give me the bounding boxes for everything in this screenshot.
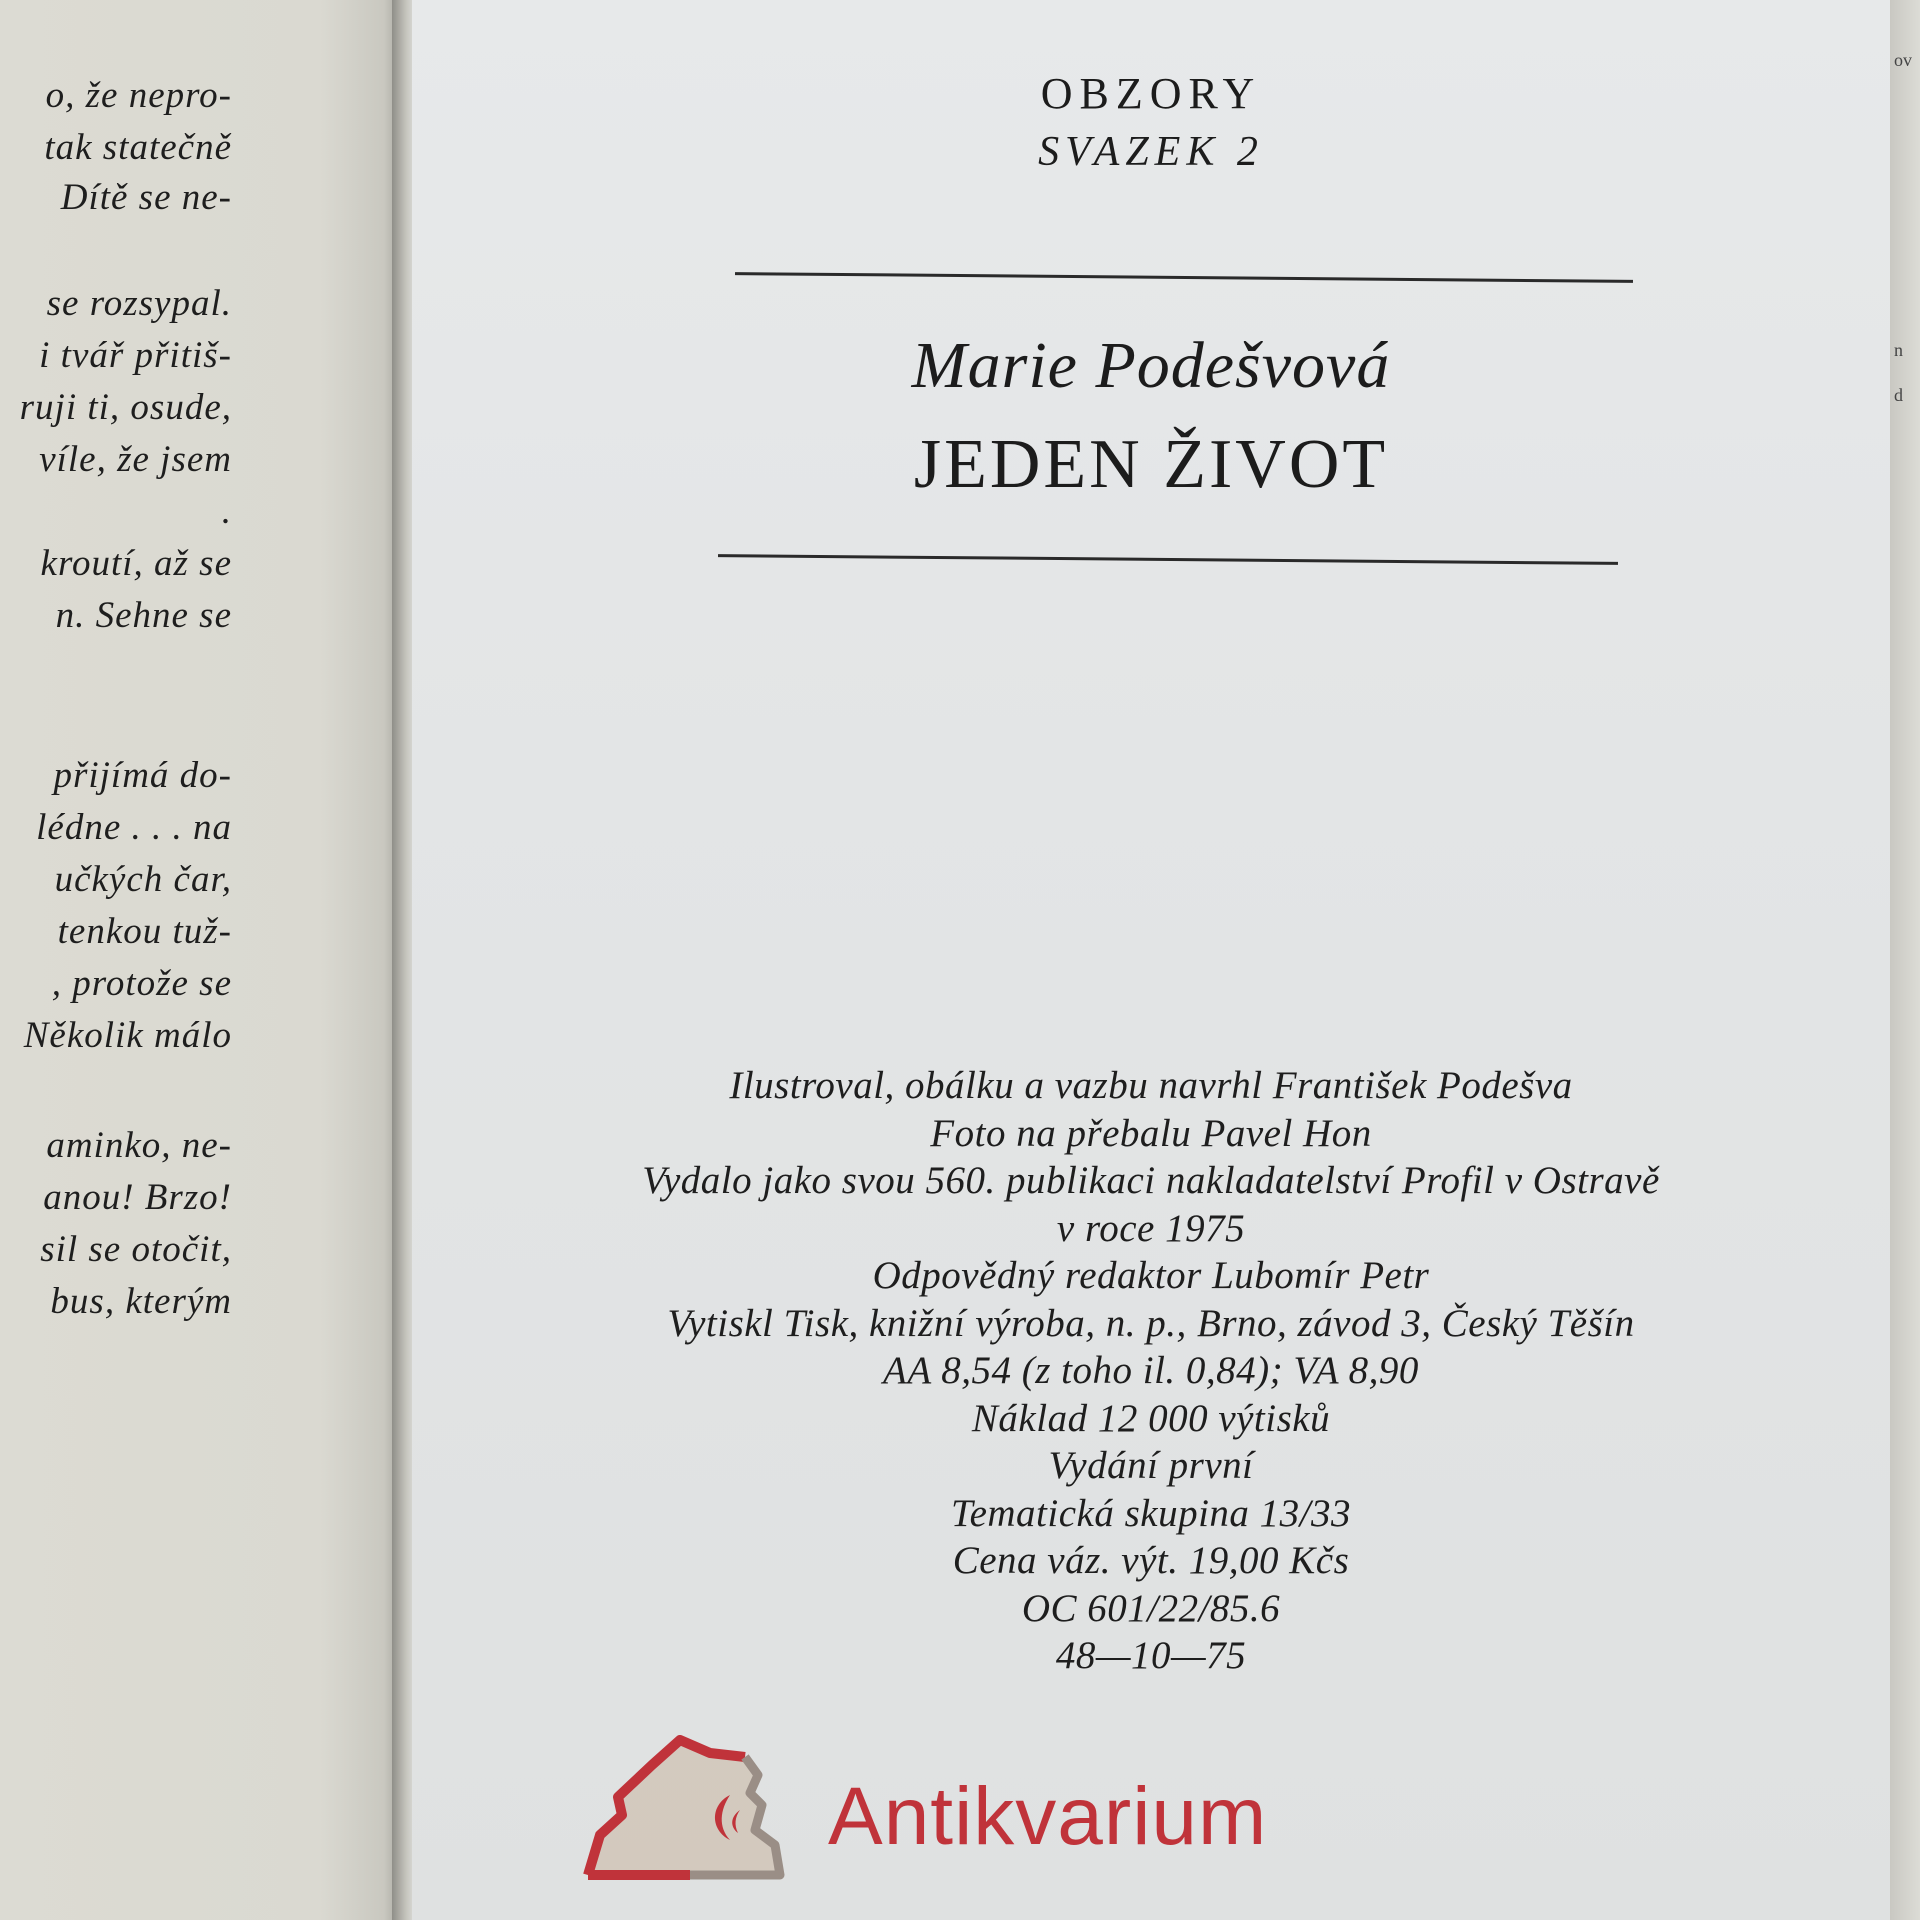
left-text-line: o, že nepro- <box>45 75 232 116</box>
left-text-line: aminko, ne- <box>46 1125 232 1166</box>
imprint-line: Vydalo jako svou 560. publikaci nakladatelství Profil v Ostravě <box>642 1159 1660 1202</box>
left-text-line: . <box>221 491 232 532</box>
left-text-line: víle, že jsem <box>39 439 232 480</box>
left-text-line: lédne . . . na <box>36 807 232 848</box>
next-page-fragment: ov <box>1894 50 1912 70</box>
left-text-line: kroutí, až se <box>40 543 232 584</box>
imprint-line: Vytiskl Tisk, knižní výroba, n. p., Brno, závod 3, Český Těšín <box>667 1301 1635 1345</box>
left-text-line: učkých čar, <box>54 859 232 900</box>
imprint-line: Odpovědný redaktor Lubomír Petr <box>872 1254 1430 1297</box>
left-text-line: bus, kterým <box>50 1281 232 1322</box>
author-name: Marie Podešvová <box>911 329 1391 402</box>
next-page-fragment: d <box>1894 385 1903 405</box>
imprint-line: Ilustroval, obálku a vazbu navrhl František Podešva <box>729 1064 1573 1107</box>
next-page-edge <box>1890 0 1920 1920</box>
left-text-line: i tvář přitiš- <box>39 335 232 376</box>
watermark-text: Antikvarium <box>828 1771 1268 1862</box>
left-text-line: přijímá do- <box>53 755 232 796</box>
left-text-line: Dítě se ne- <box>60 177 232 218</box>
volume-number: SVAZEK 2 <box>1038 129 1264 175</box>
imprint-line: v roce 1975 <box>1056 1206 1246 1250</box>
left-text-line: anou! Brzo! <box>43 1177 232 1218</box>
next-page-fragment: n <box>1894 340 1903 360</box>
imprint-line: Tematická skupina 13/33 <box>950 1491 1352 1535</box>
left-text-line: ruji ti, osude, <box>19 387 232 428</box>
left-text-line: tak statečně <box>44 127 232 168</box>
left-text-line: se rozsypal. <box>46 283 232 324</box>
left-facing-page <box>0 0 400 1920</box>
imprint-line: Foto na přebalu Pavel Hon <box>930 1111 1372 1155</box>
imprint-block <box>412 1062 1890 1680</box>
left-text-line: sil se otočit, <box>40 1229 232 1270</box>
imprint-line: AA 8,54 (z toho il. 0,84); VA 8,90 <box>883 1349 1419 1392</box>
book-title: JEDEN ŽIVOT <box>913 426 1389 503</box>
left-text-line: Několik málo <box>23 1015 232 1056</box>
imprint-line: 48—10—75 <box>1055 1634 1247 1677</box>
left-text-line: tenkou tuž- <box>57 911 232 952</box>
imprint-line: OC 601/22/85.6 <box>1021 1586 1281 1630</box>
imprint-line: Cena váz. výt. 19,00 Kčs <box>952 1539 1350 1582</box>
left-text-line: , protože se <box>51 963 232 1004</box>
imprint-line: Náklad 12 000 výtisků <box>971 1396 1331 1440</box>
left-text-line: n. Sehne se <box>55 595 232 636</box>
imprint-line: Vydání první <box>1048 1444 1254 1487</box>
antikvarium-logo-icon <box>580 1735 795 1885</box>
series-name: OBZORY <box>1040 69 1262 118</box>
